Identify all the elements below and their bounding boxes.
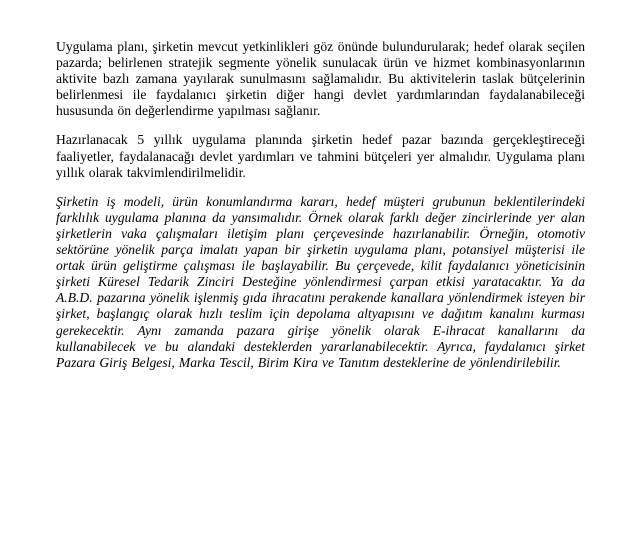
paragraph-business-model-example: Şirketin iş modeli, ürün konumlandırma kararı, hedef müşteri grubunun beklentilerindeki farklılık uygulama planına da yansımalıdır. Örnek olarak farklı değer zincirlerinde yer alan şirketlerin vaka çalışmaları iletişim planı çerçevesinde hazırlanabilir. Örneğin, otomotiv sektörüne yönelik parça imalatı yapan bir şirketin uygulama planı, potansiyel müşterisi ile ortak ürün geliştirme çalışması ile başlayabilir. Bu çerçevede, kilit faydalanıcı yöneticisinin şirketi Küresel Tedarik Zinciri Desteğine yönlendirmesi çarpan etkisi yaratacaktır. Ya da A.B.D. pazarına yönelik işlenmiş gıda ihracatını perakende kanallara yönlendirmek isteyen bir şirket, başlangıç olarak hızlı teslim için depolama altyapısını ve dağıtım kanalını kurması gerekecektir. Aynı zamanda pazara girişe yönelik olarak E-ihracat kanallarını da kullanabilecek ve bu alandaki desteklerden yararlanabilecektir. Ayrıca, faydalanıcı şirket Pazara Giriş Belgesi, Marka Tescil, Birim Kira ve Tanıtım desteklerine de yönlendirilebilir. xyxy=(56,193,585,370)
paragraph-five-year-plan: Hazırlanacak 5 yıllık uygulama planında şirketin hedef pazar bazında gerçekleştireceği faaliyetler, faydalanacağı devlet yardımları ve tahmini bütçeleri yer almalıdır. Uygulama planı yıllık olarak takvimlendirilmelidir. xyxy=(56,132,585,180)
paragraph-implementation-plan: Uygulama planı, şirketin mevcut yetkinlikleri göz önünde bulundurularak; hedef olarak seçilen pazarda; belirlenen stratejik segmente yönelik sunulacak ürün ve hizmet kombinasyonlarının aktivite bazlı zamana yayılarak sunulmasını sağlamalıdır. Bu aktivitelerin taslak bütçelerinin belirlenmesi ile faydalanıcı şirketin diğer hangi devlet yardımlarından faydalanabileceği hususunda ön değerlendirme yapılması sağlanır. xyxy=(56,39,585,119)
document-page xyxy=(56,39,585,384)
